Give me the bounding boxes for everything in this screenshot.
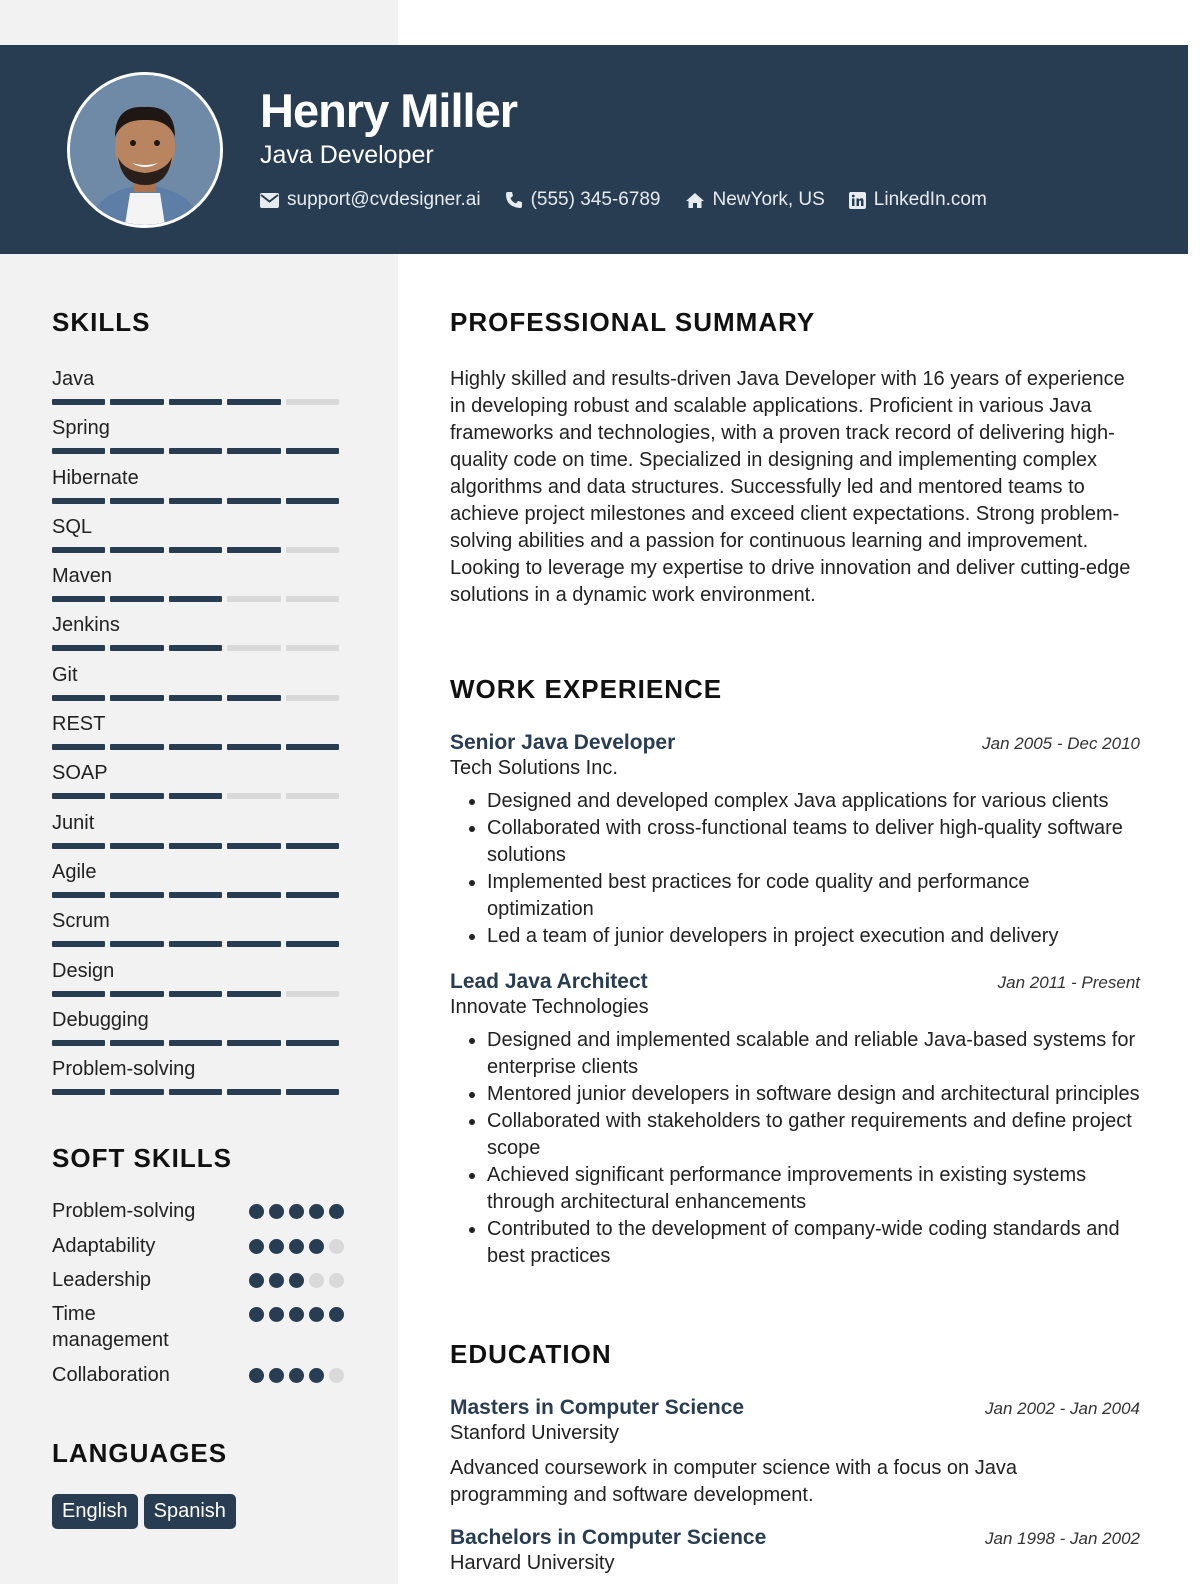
rating-dot bbox=[329, 1368, 344, 1383]
education-dates: Jan 1998 - Jan 2002 bbox=[984, 1529, 1140, 1548]
skill-level-bars bbox=[52, 941, 344, 947]
job-company: Tech Solutions Inc. bbox=[450, 757, 618, 779]
skill-item bbox=[52, 809, 344, 858]
skill-name: Maven bbox=[52, 565, 113, 588]
skill-level-segment bbox=[110, 399, 163, 405]
rating-dot bbox=[309, 1204, 324, 1219]
skill-name: Hibernate bbox=[52, 466, 139, 489]
skill-level-bars bbox=[52, 695, 344, 701]
skill-level-segment bbox=[110, 695, 163, 701]
skill-level-segment bbox=[169, 1089, 222, 1095]
skills-list bbox=[52, 365, 344, 1104]
phone-text: (555) 345-6789 bbox=[530, 189, 661, 210]
skill-level-segment bbox=[110, 843, 163, 849]
envelope-icon bbox=[260, 193, 279, 208]
skill-item bbox=[52, 513, 344, 562]
skill-level-segment bbox=[110, 991, 163, 997]
education-description: Advanced coursework in computer science with a focus on Java programming and software development. bbox=[450, 1457, 1017, 1506]
rating-dot bbox=[289, 1273, 304, 1288]
linkedin-icon bbox=[849, 192, 866, 209]
rating-dot bbox=[289, 1204, 304, 1219]
skill-level-segment bbox=[286, 645, 339, 651]
skill-item bbox=[52, 1006, 344, 1055]
education-entry bbox=[450, 1526, 1140, 1575]
skill-level-segment bbox=[227, 399, 280, 405]
email-text: support@cvdesigner.ai bbox=[287, 189, 481, 210]
rating-dot bbox=[289, 1368, 304, 1383]
skill-level-segment bbox=[227, 941, 280, 947]
skill-level-segment bbox=[169, 941, 222, 947]
skill-item bbox=[52, 661, 344, 710]
skill-level-segment bbox=[169, 744, 222, 750]
skill-level-segment bbox=[52, 695, 105, 701]
rating-dot bbox=[329, 1273, 344, 1288]
soft-skill-rating bbox=[244, 1204, 344, 1219]
skill-level-bars bbox=[52, 991, 344, 997]
soft-skill-rating bbox=[244, 1273, 344, 1288]
rating-dot bbox=[289, 1307, 304, 1322]
skill-level-segment bbox=[286, 843, 339, 849]
skill-level-segment bbox=[227, 498, 280, 504]
rating-dot bbox=[269, 1204, 284, 1219]
skill-level-segment bbox=[110, 1089, 163, 1095]
skill-item bbox=[52, 414, 344, 463]
profile-photo bbox=[70, 75, 220, 225]
contact-phone[interactable] bbox=[505, 189, 661, 211]
skill-level-segment bbox=[52, 744, 105, 750]
language-tag: Spanish bbox=[144, 1494, 236, 1529]
job-bullet: • Implemented best practices for code quality and performance optimization bbox=[487, 869, 1140, 923]
contact-linkedin[interactable] bbox=[849, 189, 987, 211]
skill-level-bars bbox=[52, 892, 344, 898]
job-dates: Jan 2005 - Dec 2010 bbox=[982, 734, 1140, 753]
skill-level-bars bbox=[52, 744, 344, 750]
skill-level-segment bbox=[110, 744, 163, 750]
skill-name: Problem-solving bbox=[52, 1058, 196, 1081]
skill-level-segment bbox=[227, 547, 280, 553]
soft-skill-rating bbox=[244, 1307, 344, 1322]
skill-level-segment bbox=[52, 596, 105, 602]
skill-item bbox=[52, 365, 344, 414]
skill-level-bars bbox=[52, 843, 344, 849]
skill-level-segment bbox=[286, 547, 339, 553]
skill-level-segment bbox=[227, 695, 280, 701]
degree-title: Bachelors in Computer Science bbox=[450, 1526, 767, 1549]
soft-skill-rating bbox=[244, 1368, 344, 1383]
soft-skill-item bbox=[52, 1198, 344, 1233]
skill-level-segment bbox=[286, 448, 339, 454]
job-bullet: • Mentored junior developers in software design and architectural principles bbox=[487, 1081, 1140, 1108]
skill-level-segment bbox=[169, 1040, 222, 1046]
rating-dot bbox=[269, 1239, 284, 1254]
skill-level-segment bbox=[52, 843, 105, 849]
skill-level-segment bbox=[110, 1040, 163, 1046]
skill-level-segment bbox=[169, 547, 222, 553]
skill-level-segment bbox=[227, 596, 280, 602]
skill-level-bars bbox=[52, 448, 344, 454]
skill-item bbox=[52, 1055, 344, 1104]
skill-level-segment bbox=[227, 843, 280, 849]
education-dates: Jan 2002 - Jan 2004 bbox=[984, 1399, 1140, 1418]
skill-level-segment bbox=[52, 547, 105, 553]
contact-bar bbox=[260, 189, 1011, 211]
resume-header bbox=[0, 45, 1188, 254]
job-bullet: • Achieved significant performance improvements in existing systems through architectural enhancements bbox=[487, 1162, 1140, 1216]
skill-name: Jenkins bbox=[52, 614, 120, 637]
job-title: Senior Java Developer bbox=[450, 731, 676, 754]
skill-level-segment bbox=[169, 892, 222, 898]
job-dates: Jan 2011 - Present bbox=[997, 973, 1140, 992]
skill-level-segment bbox=[286, 941, 339, 947]
skill-level-segment bbox=[286, 1040, 339, 1046]
soft-skill-name: Problem-solving bbox=[52, 1200, 196, 1222]
job-bullet: • Led a team of junior developers in project execution and delivery bbox=[487, 923, 1140, 950]
skill-level-segment bbox=[286, 744, 339, 750]
soft-skills-heading: SOFT SKILLS bbox=[52, 1143, 232, 1173]
skill-level-bars bbox=[52, 498, 344, 504]
skill-name: Design bbox=[52, 959, 115, 982]
soft-skill-name: Leadership bbox=[52, 1269, 151, 1291]
skill-level-segment bbox=[286, 399, 339, 405]
skill-item bbox=[52, 907, 344, 956]
soft-skills-list bbox=[52, 1198, 344, 1396]
skill-level-segment bbox=[110, 645, 163, 651]
education-entry bbox=[450, 1396, 1140, 1509]
job-bullet: • Designed and implemented scalable and reliable Java-based systems for enterprise clients bbox=[487, 1027, 1140, 1081]
skill-level-bars bbox=[52, 547, 344, 553]
skill-name: Spring bbox=[52, 417, 110, 440]
rating-dot bbox=[249, 1204, 264, 1219]
skill-level-segment bbox=[110, 547, 163, 553]
experience-heading: WORK EXPERIENCE bbox=[450, 674, 723, 704]
job-entry bbox=[450, 970, 1140, 1270]
rating-dot bbox=[309, 1273, 324, 1288]
rating-dot bbox=[249, 1368, 264, 1383]
location-text: NewYork, US bbox=[712, 189, 825, 210]
skill-item bbox=[52, 858, 344, 907]
rating-dot bbox=[249, 1307, 264, 1322]
skill-name: Agile bbox=[52, 860, 97, 883]
skill-level-segment bbox=[169, 645, 222, 651]
skill-item bbox=[52, 710, 344, 759]
soft-skill-name: Collaboration bbox=[52, 1364, 170, 1386]
skill-item bbox=[52, 759, 344, 808]
job-bullet: • Collaborated with stakeholders to gather requirements and define project scope bbox=[487, 1108, 1140, 1162]
soft-skill-item bbox=[52, 1301, 344, 1362]
soft-skill-item bbox=[52, 1233, 344, 1267]
skill-level-segment bbox=[52, 1089, 105, 1095]
skill-level-segment bbox=[52, 892, 105, 898]
skill-level-bars bbox=[52, 793, 344, 799]
candidate-title: Java Developer bbox=[260, 141, 434, 169]
skill-level-segment bbox=[52, 399, 105, 405]
summary-text: Highly skilled and results-driven Java Developer with 16 years of experience in developing robust and scalable applications. Proficient in various Java frameworks and technologies, with a proven track record of delivering high-quality code on time. Specialized in designing and implementing complex algorithms and data structures. Successfully led and mentored teams to achieve project milestones and exceed client expectations. Strong problem-solving abilities and a passion for continuous learning and improvement. Looking to leverage my expertise to drive innovation and deliver cutting-edge solutions in a dynamic work environment. bbox=[450, 368, 1131, 606]
job-bullet: • Designed and developed complex Java applications for various clients bbox=[487, 788, 1140, 815]
soft-skill-item bbox=[52, 1267, 344, 1301]
skill-level-segment bbox=[52, 991, 105, 997]
skill-level-segment bbox=[169, 399, 222, 405]
job-company: Innovate Technologies bbox=[450, 996, 649, 1018]
skill-level-segment bbox=[227, 991, 280, 997]
skill-level-segment bbox=[52, 1040, 105, 1046]
skill-level-segment bbox=[52, 645, 105, 651]
rating-dot bbox=[309, 1307, 324, 1322]
skill-level-segment bbox=[169, 448, 222, 454]
job-bullets bbox=[450, 1027, 1140, 1270]
skill-item bbox=[52, 562, 344, 611]
skill-level-segment bbox=[286, 596, 339, 602]
rating-dot bbox=[329, 1239, 344, 1254]
skill-level-segment bbox=[227, 744, 280, 750]
education-heading: EDUCATION bbox=[450, 1339, 612, 1369]
skill-level-segment bbox=[52, 498, 105, 504]
skill-level-segment bbox=[169, 843, 222, 849]
job-entry bbox=[450, 731, 1140, 950]
soft-skill-item bbox=[52, 1362, 344, 1396]
rating-dot bbox=[269, 1273, 284, 1288]
skill-level-segment bbox=[227, 645, 280, 651]
contact-location bbox=[685, 189, 825, 211]
language-tag: English bbox=[52, 1494, 138, 1529]
contact-email[interactable] bbox=[260, 189, 481, 211]
rating-dot bbox=[329, 1204, 344, 1219]
skill-name: SQL bbox=[52, 515, 93, 538]
skill-level-segment bbox=[286, 695, 339, 701]
linkedin-text: LinkedIn.com bbox=[873, 189, 987, 210]
skills-heading: SKILLS bbox=[52, 307, 151, 337]
skill-level-segment bbox=[169, 991, 222, 997]
rating-dot bbox=[269, 1307, 284, 1322]
skill-level-segment bbox=[286, 1089, 339, 1095]
skill-level-segment bbox=[110, 448, 163, 454]
phone-icon bbox=[505, 191, 523, 209]
skill-level-segment bbox=[110, 941, 163, 947]
skill-name: Java bbox=[52, 368, 95, 390]
rating-dot bbox=[289, 1239, 304, 1254]
skill-level-segment bbox=[110, 498, 163, 504]
skill-level-bars bbox=[52, 645, 344, 651]
skill-level-segment bbox=[52, 448, 105, 454]
degree-title: Masters in Computer Science bbox=[450, 1396, 745, 1419]
school-name: Stanford University bbox=[450, 1422, 619, 1444]
skill-level-segment bbox=[227, 1040, 280, 1046]
job-title: Lead Java Architect bbox=[450, 970, 648, 993]
skill-name: SOAP bbox=[52, 762, 108, 785]
rating-dot bbox=[309, 1368, 324, 1383]
skill-level-segment bbox=[169, 498, 222, 504]
skill-level-segment bbox=[227, 793, 280, 799]
school-name: Harvard University bbox=[450, 1552, 615, 1574]
skill-level-bars bbox=[52, 1040, 344, 1046]
skill-level-segment bbox=[227, 1089, 280, 1095]
home-icon bbox=[685, 192, 705, 209]
rating-dot bbox=[329, 1307, 344, 1322]
rating-dot bbox=[309, 1239, 324, 1254]
skill-level-segment bbox=[169, 695, 222, 701]
skill-level-segment bbox=[227, 892, 280, 898]
skill-level-segment bbox=[52, 793, 105, 799]
skill-level-bars bbox=[52, 596, 344, 602]
skill-level-segment bbox=[169, 793, 222, 799]
job-bullet: • Contributed to the development of company-wide coding standards and best practices bbox=[487, 1216, 1140, 1270]
soft-skill-name: Time management bbox=[52, 1303, 169, 1351]
job-bullet: • Collaborated with cross-functional teams to deliver high-quality software solutions bbox=[487, 815, 1140, 869]
avatar bbox=[67, 72, 223, 228]
skill-level-segment bbox=[227, 448, 280, 454]
skill-name: Scrum bbox=[52, 910, 110, 933]
skill-name: REST bbox=[52, 713, 106, 736]
skill-name: Junit bbox=[52, 811, 95, 834]
skill-level-segment bbox=[169, 596, 222, 602]
soft-skill-rating bbox=[244, 1239, 344, 1254]
rating-dot bbox=[249, 1273, 264, 1288]
skill-level-segment bbox=[286, 892, 339, 898]
summary-heading: PROFESSIONAL SUMMARY bbox=[450, 307, 816, 337]
skill-level-segment bbox=[286, 991, 339, 997]
rating-dot bbox=[249, 1239, 264, 1254]
job-bullets bbox=[450, 788, 1140, 950]
languages-heading: LANGUAGES bbox=[52, 1438, 228, 1468]
skill-level-segment bbox=[110, 892, 163, 898]
skill-level-segment bbox=[286, 793, 339, 799]
skill-name: Git bbox=[52, 663, 78, 686]
skill-level-segment bbox=[110, 793, 163, 799]
skill-name: Debugging bbox=[52, 1008, 149, 1031]
languages-list bbox=[52, 1494, 242, 1529]
skill-item bbox=[52, 957, 344, 1006]
rating-dot bbox=[269, 1368, 284, 1383]
candidate-name: Henry Miller bbox=[260, 84, 518, 137]
skill-level-bars bbox=[52, 1089, 344, 1095]
skill-level-segment bbox=[110, 596, 163, 602]
skill-level-segment bbox=[52, 941, 105, 947]
skill-level-bars bbox=[52, 399, 344, 405]
skill-level-segment bbox=[286, 498, 339, 504]
skill-item bbox=[52, 464, 344, 513]
skill-item bbox=[52, 611, 344, 660]
soft-skill-name: Adaptability bbox=[52, 1235, 156, 1257]
